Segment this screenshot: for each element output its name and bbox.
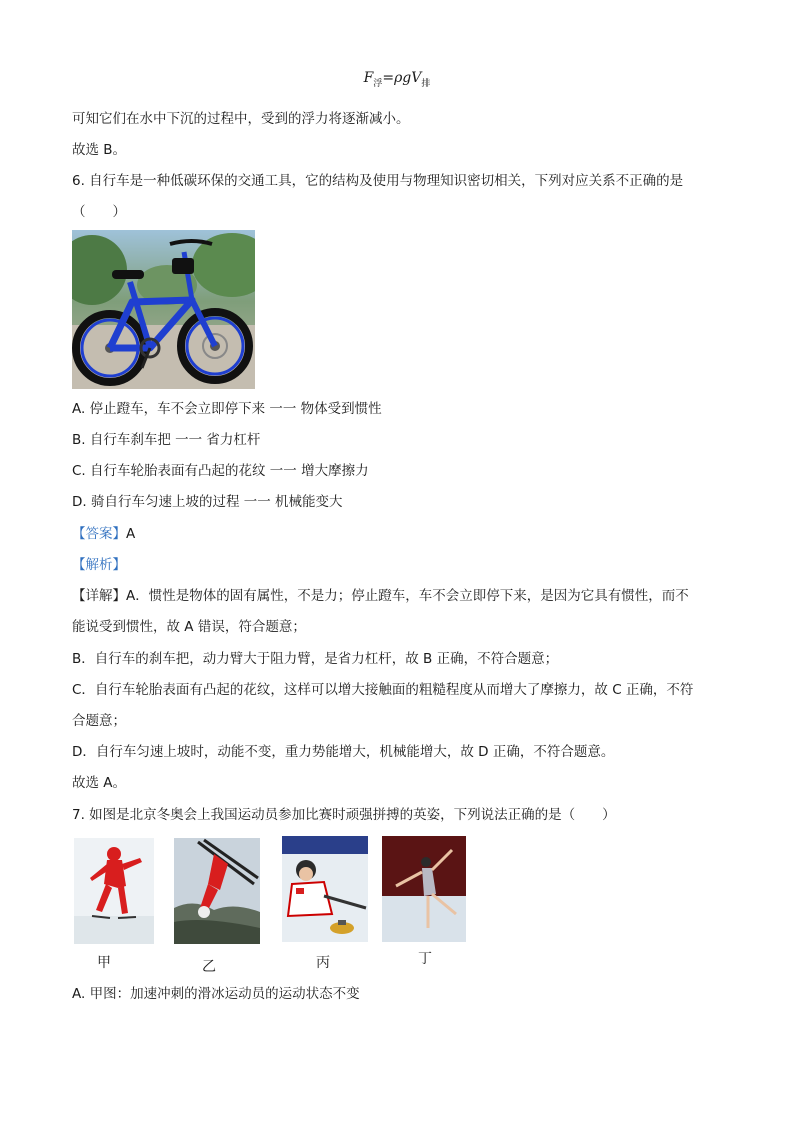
option-d: D. 骑自行车匀速上坡的过程 一一 机械能变大 (72, 494, 343, 510)
buoyancy-formula (0, 70, 794, 89)
question-6-paren: （ ） (72, 204, 126, 220)
speed-skater-photo (74, 838, 154, 944)
formula-rho: ρ (394, 70, 403, 86)
formula-force-sub: 浮 (373, 78, 383, 89)
formula-g: g (402, 70, 412, 86)
question-7-option-a: A. 甲图：加速冲刺的滑冰运动员的运动状态不变 (72, 986, 360, 1002)
formula-equals: = (382, 70, 395, 86)
analysis-line (72, 555, 126, 575)
detail-line-2: 能说受到惯性，故 A 错误，符合题意； (72, 619, 306, 635)
analysis-tag: 【解析】 (72, 557, 126, 573)
aerial-skier-photo (174, 838, 260, 944)
text-line-1: 可知它们在水中下沉的过程中，受到的浮力将逐渐减小。 (72, 111, 410, 127)
answer-value: A (126, 526, 136, 542)
formula-volume: V (411, 70, 422, 86)
figure-skater-photo (382, 836, 466, 942)
detail-line-7: 故选 A。 (72, 775, 127, 791)
option-b: B. 自行车刹车把 一一 省力杠杆 (72, 432, 261, 448)
detail-line-1 (72, 586, 689, 606)
question-7: 7. 如图是北京冬奥会上我国运动员参加比赛时顽强拼搏的英姿，下列说法正确的是（ ） (72, 807, 616, 823)
detail-text-1: A．惯性是物体的固有属性，不是力；停止蹬车，车不会立即停下来，是因为它具有惯性，而不 (126, 588, 689, 604)
answer-tag: 【答案】 (72, 526, 126, 542)
caption-ding: 丁 (418, 951, 432, 967)
detail-line-3: B．自行车的刹车把，动力臂大于阻力臂，是省力杠杆，故 B 正确，不符合题意； (72, 651, 559, 667)
question-6: 6. 自行车是一种低碳环保的交通工具，它的结构及使用与物理知识密切相关，下列对应关系不正确的是 (72, 173, 684, 189)
answer-line (72, 524, 135, 544)
detail-line-5: 合题意； (72, 713, 126, 729)
curler-photo (282, 836, 368, 942)
detail-line-6: D．自行车匀速上坡时，动能不变，重力势能增大，机械能增大，故 D 正确，不符合题意。 (72, 744, 615, 760)
caption-bing: 丙 (316, 955, 330, 971)
text-line-2: 故选 B。 (72, 142, 127, 158)
bicycle-photo (72, 230, 255, 389)
caption-yi: 乙 (202, 959, 216, 975)
formula-volume-sub: 排 (421, 78, 431, 89)
option-c: C. 自行车轮胎表面有凸起的花纹 一一 增大摩擦力 (72, 463, 369, 479)
formula-force: F (363, 70, 374, 86)
option-a: A. 停止蹬车，车不会立即停下来 一一 物体受到惯性 (72, 401, 382, 417)
caption-jia: 甲 (97, 955, 111, 971)
detail-line-4: C．自行车轮胎表面有凸起的花纹，这样可以增大接触面的粗糙程度从而增大了摩擦力，故 C 正确，不符 (72, 682, 694, 698)
detail-tag: 【详解】 (72, 588, 126, 604)
